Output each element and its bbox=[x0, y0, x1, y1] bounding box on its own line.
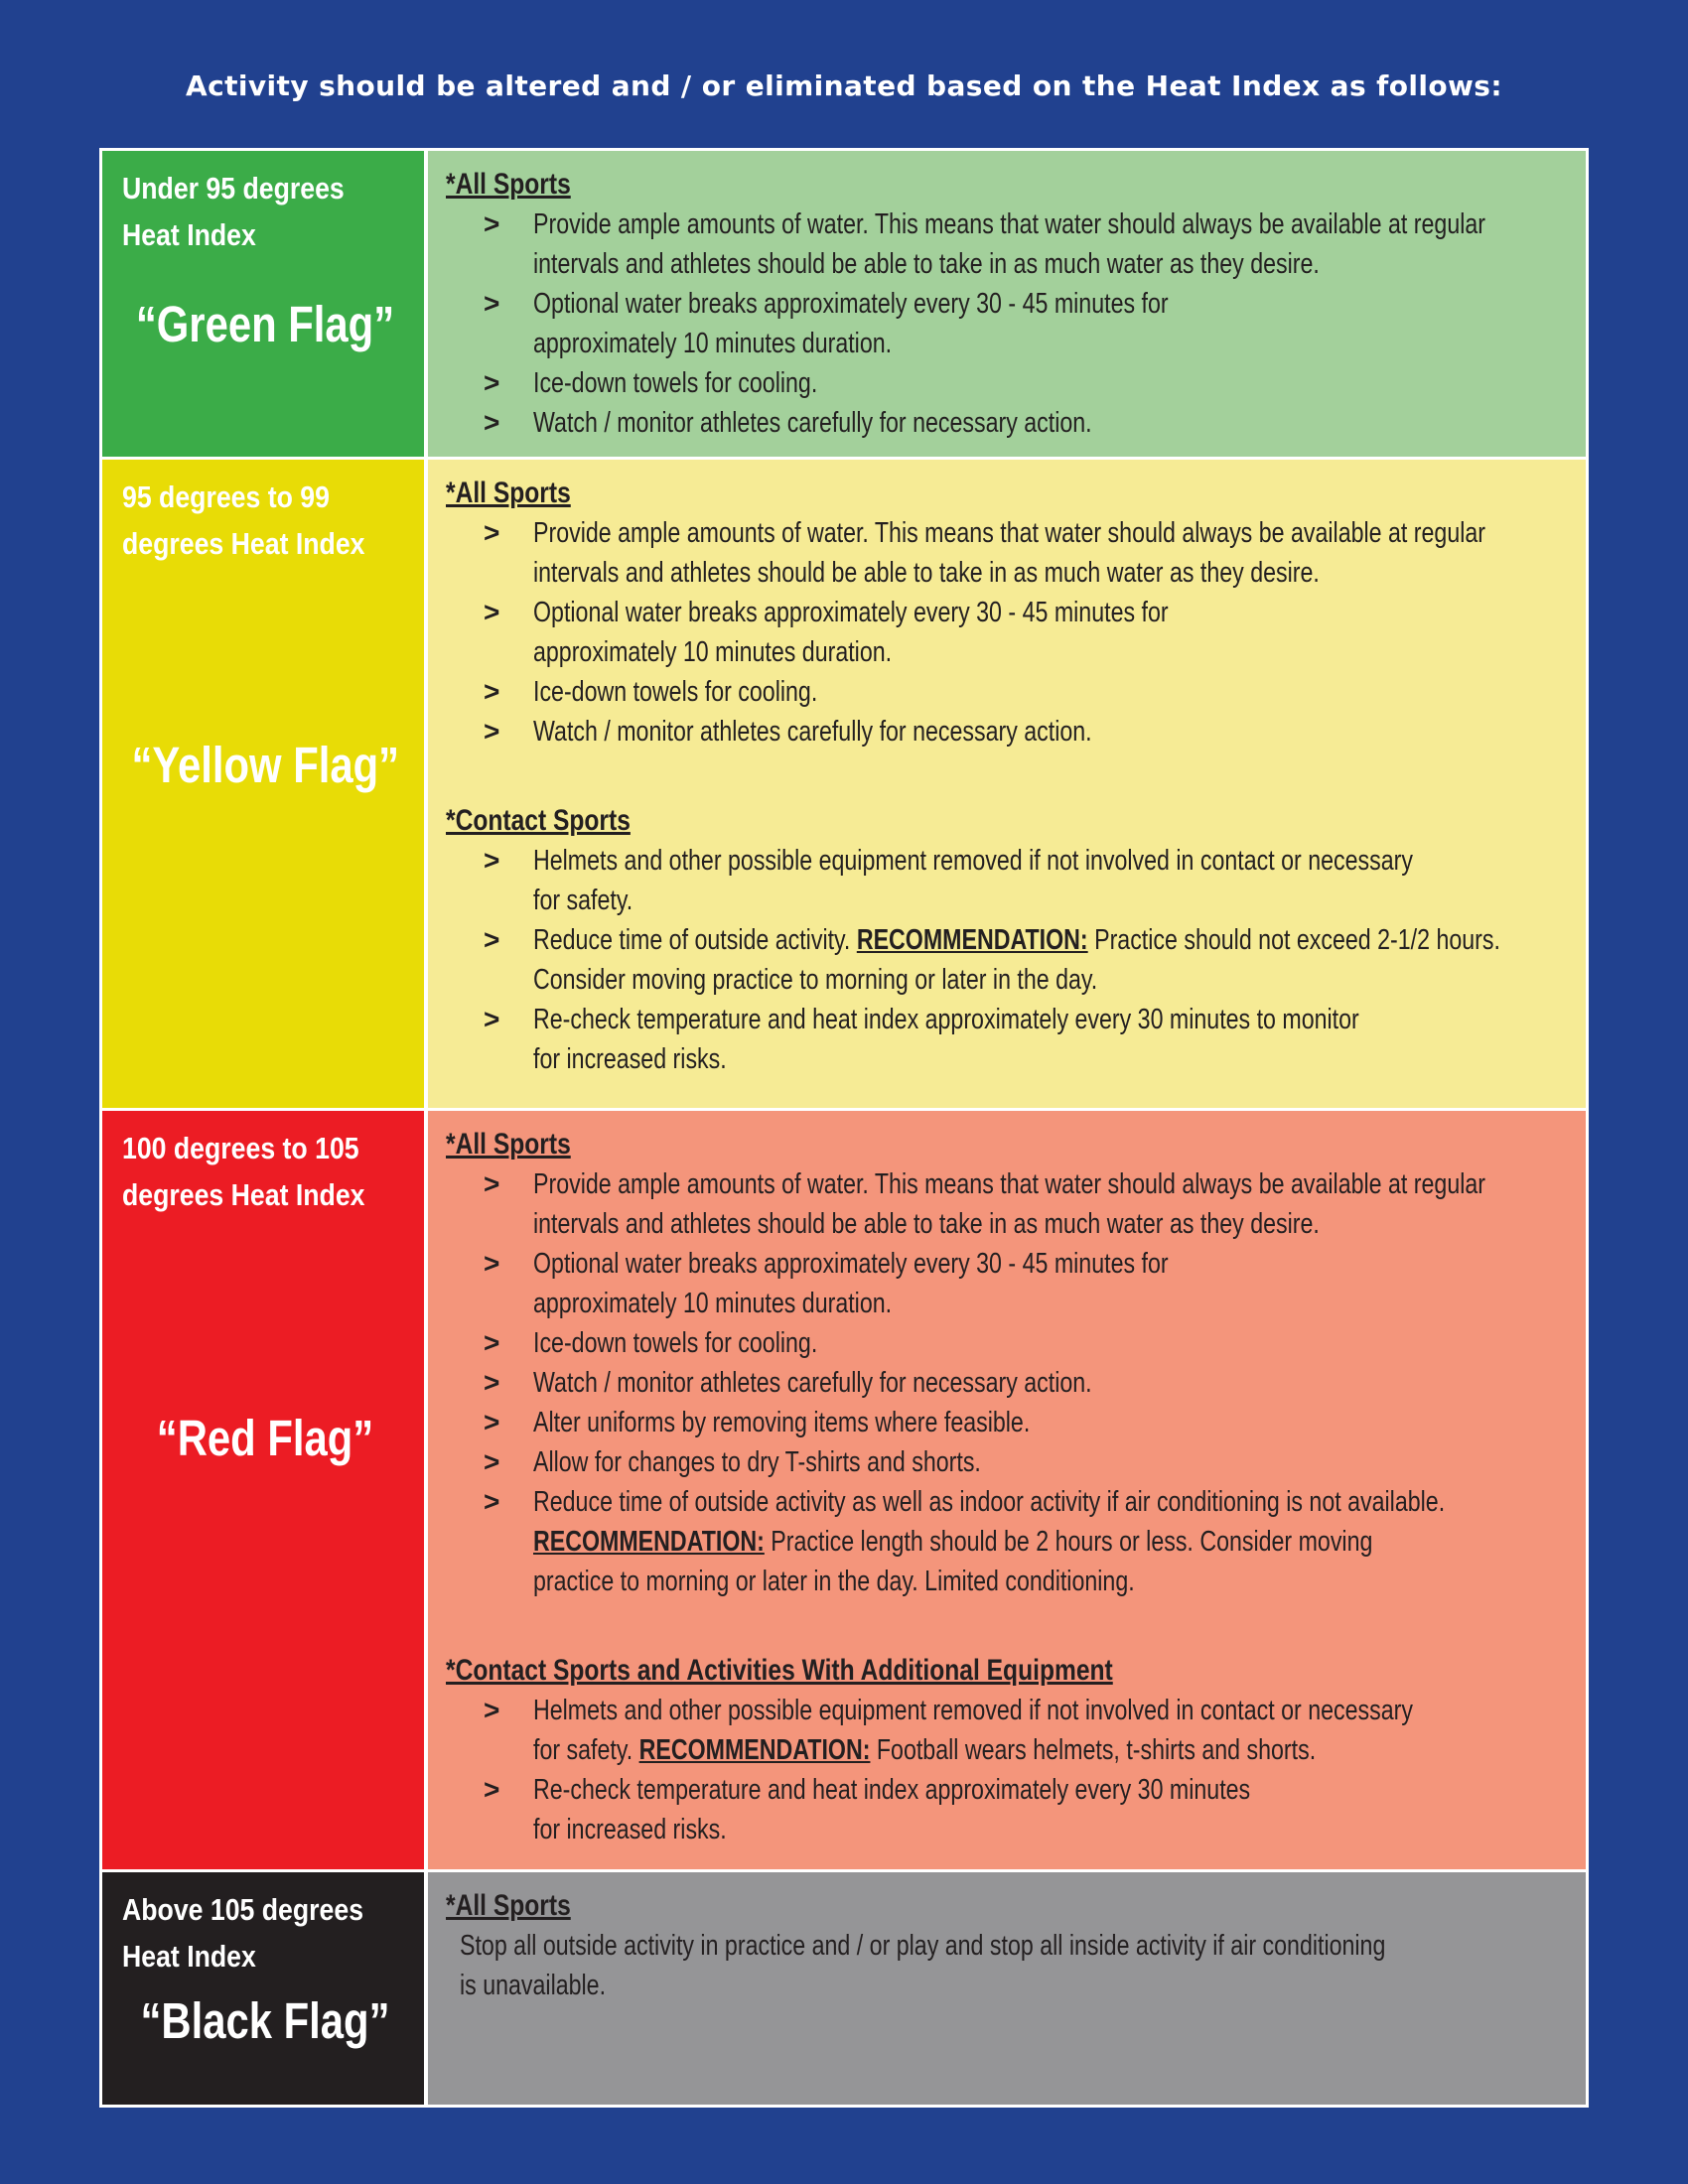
guideline-text: Ice-down towels for cooling. bbox=[533, 367, 818, 399]
section-heading: *All Sports bbox=[446, 1889, 571, 1922]
flag-name: “Black Flag” bbox=[140, 1992, 390, 2049]
section-spacer bbox=[428, 751, 1586, 801]
bullet-arrow-icon: > bbox=[484, 1774, 500, 1805]
guideline-item bbox=[428, 712, 1586, 751]
guideline-list bbox=[428, 513, 1586, 751]
bullet-arrow-icon: > bbox=[484, 716, 500, 747]
guideline-item bbox=[428, 920, 1586, 1000]
guideline-item bbox=[428, 672, 1586, 712]
section-spacer bbox=[428, 1601, 1586, 1651]
guideline-text: Watch / monitor athletes carefully for necessary action. bbox=[533, 716, 1092, 748]
guideline-text: Provide ample amounts of water. This means that water should always be available at regular intervals and athletes should be able to take in as much water as they desire. bbox=[533, 208, 1486, 280]
bullet-arrow-icon: > bbox=[484, 517, 500, 548]
guidelines-cell-black bbox=[428, 1872, 1586, 2105]
guideline-text: Re-check temperature and heat index approximately every 30 minutes for increased risks. bbox=[533, 1774, 1251, 1845]
flag-name: “Yellow Flag” bbox=[131, 737, 400, 793]
guideline-item bbox=[428, 403, 1586, 443]
bullet-arrow-icon: > bbox=[484, 1367, 500, 1398]
bullet-arrow-icon: > bbox=[484, 1446, 500, 1477]
flag-row-black bbox=[102, 1872, 1586, 2105]
bullet-arrow-icon: > bbox=[484, 1248, 500, 1279]
section-heading: *Contact Sports bbox=[446, 804, 631, 837]
guideline-text: Helmets and other possible equipment removed if not involved in contact or necessary for safety. RECOMMENDATION: Football wears helmets, t-shirts and shorts. bbox=[533, 1695, 1413, 1766]
flag-name: “Green Flag” bbox=[135, 296, 395, 352]
guideline-text: Re-check temperature and heat index approximately every 30 minutes to monitor for increased risks. bbox=[533, 1004, 1359, 1075]
flag-row-red bbox=[102, 1111, 1586, 1872]
bullet-arrow-icon: > bbox=[484, 924, 500, 955]
heat-index-range: 100 degrees to 105 degrees Heat Index bbox=[122, 1131, 365, 1212]
guideline-text: Helmets and other possible equipment removed if not involved in contact or necessary for safety. bbox=[533, 845, 1413, 916]
guideline-text: Watch / monitor athletes carefully for necessary action. bbox=[533, 1367, 1092, 1399]
page-heading: Activity should be altered and / or eliminated based on the Heat Index as follows: bbox=[186, 69, 1502, 102]
bullet-arrow-icon: > bbox=[484, 367, 500, 398]
guideline-text: Reduce time of outside activity. RECOMMENDATION: Practice should not exceed 2-1/2 hours. Consider moving practice to morning or later in the day. bbox=[533, 924, 1500, 996]
guideline-item bbox=[428, 593, 1586, 672]
bullet-arrow-icon: > bbox=[484, 1327, 500, 1358]
guideline-text: Alter uniforms by removing items where feasible. bbox=[533, 1407, 1031, 1438]
guideline-list bbox=[428, 1691, 1586, 1849]
guideline-item bbox=[428, 1363, 1586, 1403]
guideline-text: Ice-down towels for cooling. bbox=[533, 1327, 818, 1359]
flag-row-yellow bbox=[102, 460, 1586, 1111]
bullet-arrow-icon: > bbox=[484, 1004, 500, 1034]
guideline-item bbox=[428, 1323, 1586, 1363]
guideline-text: Ice-down towels for cooling. bbox=[533, 676, 818, 708]
heat-index-range: Under 95 degrees Heat Index bbox=[122, 171, 345, 252]
guideline-text: Watch / monitor athletes carefully for necessary action. bbox=[533, 407, 1092, 439]
guideline-item bbox=[428, 1000, 1586, 1079]
heat-index-table bbox=[99, 148, 1589, 2108]
guideline-paragraph: Stop all outside activity in practice and / or play and stop all inside activity if air conditioning is unavailable. bbox=[460, 1930, 1386, 2001]
guideline-list bbox=[428, 205, 1586, 443]
flag-row-green bbox=[102, 151, 1586, 460]
guideline-item bbox=[428, 1770, 1586, 1849]
bullet-arrow-icon: > bbox=[484, 676, 500, 707]
bullet-arrow-icon: > bbox=[484, 1168, 500, 1199]
guideline-item bbox=[428, 513, 1586, 593]
guideline-item bbox=[428, 284, 1586, 363]
guideline-text: Provide ample amounts of water. This means that water should always be available at regular intervals and athletes should be able to take in as much water as they desire. bbox=[533, 517, 1486, 589]
bullet-arrow-icon: > bbox=[484, 1486, 500, 1517]
guideline-item bbox=[428, 1403, 1586, 1442]
heat-index-range: Above 105 degrees Heat Index bbox=[122, 1892, 364, 1974]
recommendation-label: RECOMMENDATION: bbox=[856, 924, 1088, 956]
guideline-item bbox=[428, 363, 1586, 403]
bullet-arrow-icon: > bbox=[484, 208, 500, 239]
guideline-text: Reduce time of outside activity as well as indoor activity if air conditioning is not available. RECOMMENDATION: Practice length should be 2 hours or less. Consider moving practice to morning or later in the day. Limited conditioning. bbox=[533, 1486, 1446, 1597]
guideline-text: Optional water breaks approximately every 30 - 45 minutes for approximately 10 minutes duration. bbox=[533, 1248, 1169, 1319]
guideline-item bbox=[428, 1482, 1586, 1601]
heat-index-range: 95 degrees to 99 degrees Heat Index bbox=[122, 479, 365, 561]
guidelines-cell-yellow bbox=[428, 460, 1586, 1108]
recommendation-label: RECOMMENDATION: bbox=[533, 1526, 765, 1558]
guideline-item bbox=[428, 1164, 1586, 1244]
guidelines-cell-red bbox=[428, 1111, 1586, 1869]
flag-name: “Red Flag” bbox=[156, 1410, 374, 1466]
section-heading: *Contact Sports and Activities With Additional Equipment bbox=[446, 1654, 1113, 1687]
recommendation-label: RECOMMENDATION: bbox=[638, 1734, 871, 1766]
section-heading: *All Sports bbox=[446, 168, 571, 201]
guideline-text: Optional water breaks approximately every 30 - 45 minutes for approximately 10 minutes duration. bbox=[533, 597, 1169, 668]
guidelines-cell-green bbox=[428, 151, 1586, 457]
section-heading: *All Sports bbox=[446, 477, 571, 509]
flag-cell-green bbox=[102, 151, 428, 457]
bullet-arrow-icon: > bbox=[484, 1407, 500, 1437]
bullet-arrow-icon: > bbox=[484, 845, 500, 876]
section-heading: *All Sports bbox=[446, 1128, 571, 1160]
guideline-item bbox=[428, 1442, 1586, 1482]
guideline-item bbox=[428, 1691, 1586, 1770]
flag-cell-black bbox=[102, 1872, 428, 2105]
bullet-arrow-icon: > bbox=[484, 597, 500, 627]
bullet-arrow-icon: > bbox=[484, 1695, 500, 1725]
guideline-list bbox=[428, 1164, 1586, 1601]
flag-cell-yellow bbox=[102, 460, 428, 1108]
guideline-text: Provide ample amounts of water. This means that water should always be available at regular intervals and athletes should be able to take in as much water as they desire. bbox=[533, 1168, 1486, 1240]
guideline-item bbox=[428, 841, 1586, 920]
bullet-arrow-icon: > bbox=[484, 407, 500, 438]
flag-cell-red bbox=[102, 1111, 428, 1869]
guideline-text: Optional water breaks approximately every 30 - 45 minutes for approximately 10 minutes duration. bbox=[533, 288, 1169, 359]
guideline-text: Allow for changes to dry T-shirts and shorts. bbox=[533, 1446, 981, 1478]
guideline-item bbox=[428, 205, 1586, 284]
guideline-item bbox=[428, 1244, 1586, 1323]
guideline-list bbox=[428, 841, 1586, 1079]
bullet-arrow-icon: > bbox=[484, 288, 500, 319]
